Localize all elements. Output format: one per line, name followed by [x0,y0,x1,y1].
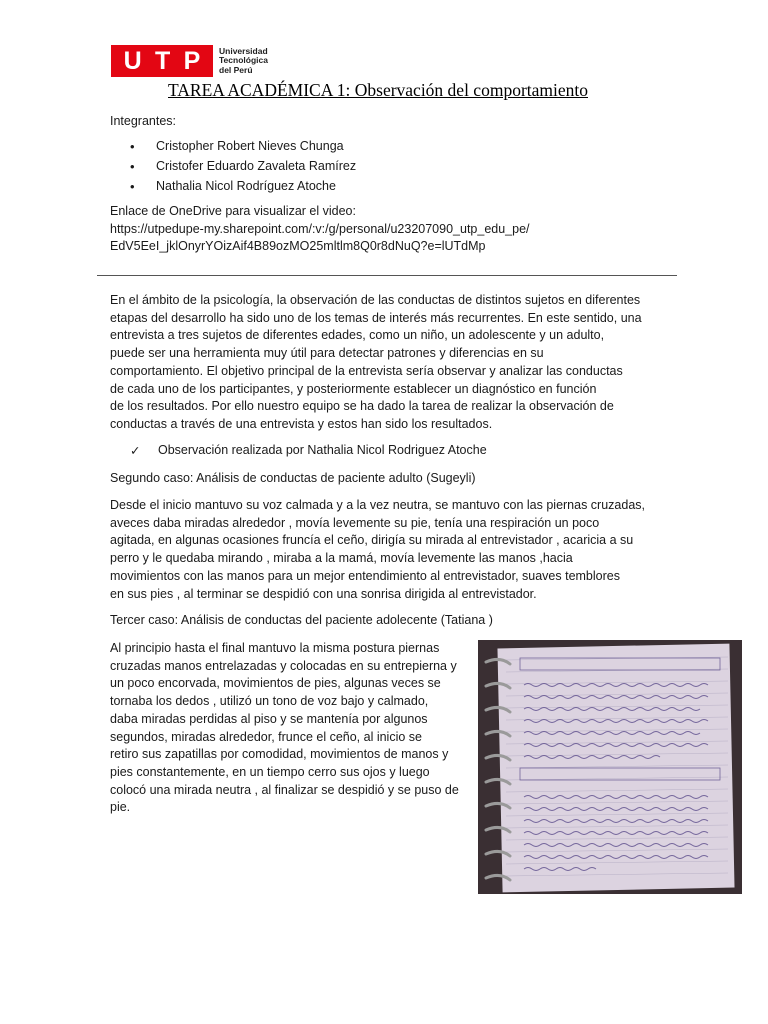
logo-letter-t: T [155,46,171,75]
paragraph-line: movimientos con las manos para un mejor entendimiento al entrevistador, suaves temblores [110,568,620,583]
logo-university-name [219,47,268,76]
paragraph-line: perro y le quedaba mirando , miraba a la mamá, movía levemente las manos ,hacia [110,551,573,566]
paragraph-line: entrevista a tres sujetos de diferentes edades, como un niño, un adolescente y un adulto, [110,328,605,343]
video-link[interactable]: https://utpedupe-my.sharepoint.com/:v:/g/personal/u23207090_utp_edu_pe/ [110,221,530,236]
paragraph-line: aveces daba miradas alrededor , movía levemente su pie, tenía una respiración un poco [110,515,600,530]
observation-label: Observación realizada por Nathalia Nicol Rodriguez Atoche [158,443,487,457]
integrante-name: Nathalia Nicol Rodríguez Atoche [156,179,336,193]
checkmark-icon: ✓ [130,444,141,458]
paragraph-line: pie. [110,800,131,815]
bullet-icon: • [130,159,135,174]
list-item [130,138,356,158]
paragraph-line: tornaba los dedos , utilizó un tono de voz bajo y calmado, [110,694,429,709]
video-link-continued[interactable]: EdV5EeI_jklOnyrYOizAif4B89ozMO25mltlm8Q0r8dNuQ?e=lUTdMp [110,239,486,253]
onedrive-link-section [110,203,530,256]
notebook-illustration [478,640,742,894]
paragraph-line: etapas del desarrollo ha sido uno de los temas de interés más recurrentes. En este sentido, una [110,310,642,325]
case3-paragraph [110,640,459,817]
case2-paragraph [110,497,645,603]
paragraph-line: Desde el inicio mantuvo su voz calmada y a la vez neutra, se mantuvo con las piernas cruzadas, [110,498,645,512]
list-item [130,158,356,178]
link-label: Enlace de OneDrive para visualizar el video: [110,204,356,218]
paragraph-line: agitada, en algunas ocasiones fruncía el ceño, dirigía su mirada al entrevistador , acaricia a su [110,533,634,548]
paragraph-line: daba miradas perdidas al piso y se mantenía por algunos [110,711,428,726]
utp-logo [111,45,268,77]
integrantes-list [130,138,356,198]
paragraph-line: cruzadas manos entrelazadas y colocadas en su entrepierna y [110,658,457,673]
paragraph-line: de los resultados. Por ello nuestro equipo se ha dado la tarea de realizar la observación de [110,399,614,414]
section-divider [97,275,677,276]
paragraph-line: comportamiento. El objetivo principal de la entrevista sería observar y analizar las conductas [110,363,623,378]
integrante-name: Cristopher Robert Nieves Chunga [156,139,344,153]
utp-logo-box [111,45,213,77]
paragraph-line: colocó una mirada neutra , al finalizar se despidió y se puso de [110,782,459,797]
paragraph-line: un poco encorvada, movimientos de pies, algunas veces se [110,676,441,691]
observation-item [130,443,487,458]
paragraph-line: Al principio hasta el final mantuvo la misma postura piernas [110,641,440,655]
paragraph-line: puede ser una herramienta muy útil para detectar patrones y diferencias en su [110,346,544,361]
paragraph-line: pies constantemente, en un tiempo cerro sus ojos y luego [110,764,430,779]
paragraph-line: en sus pies , al terminar se despidió con una sonrisa dirigida al entrevistador. [110,586,537,601]
paragraph-line: conductas a través de una entrevista y estos han sido los resultados. [110,416,493,431]
logo-text-line: Tecnológica [219,55,268,66]
bullet-icon: • [130,139,135,154]
logo-letter-u: U [123,46,142,75]
logo-text-line: Universidad [219,45,268,56]
logo-text-line: del Perú [219,64,253,75]
paragraph-line: de cada uno de los participantes, y posteriormente establecer un diagnóstico en función [110,381,597,396]
paragraph-line: retiro sus zapatillas por comodidad, movimientos de manos y [110,747,449,762]
case2-heading: Segundo caso: Análisis de conductas de paciente adulto (Sugeyli) [110,471,476,485]
integrantes-label: Integrantes: [110,114,177,128]
case3-heading: Tercer caso: Análisis de conductas del paciente adolecente (Tatiana ) [110,613,493,627]
page-title: TAREA ACADÉMICA 1: Observación del comportamiento [168,80,588,100]
logo-letter-p: P [183,46,201,75]
paragraph-line: En el ámbito de la psicología, la observación de las conductas de distintos sujetos en diferentes [110,293,641,307]
intro-paragraph [110,292,642,434]
list-item [130,178,356,198]
integrante-name: Cristofer Eduardo Zavaleta Ramírez [156,159,357,173]
bullet-icon: • [130,179,135,194]
paragraph-line: segundos, miradas alrededor, frunce el ceño, al inicio se [110,729,422,744]
handwritten-notebook-photo [478,640,742,894]
